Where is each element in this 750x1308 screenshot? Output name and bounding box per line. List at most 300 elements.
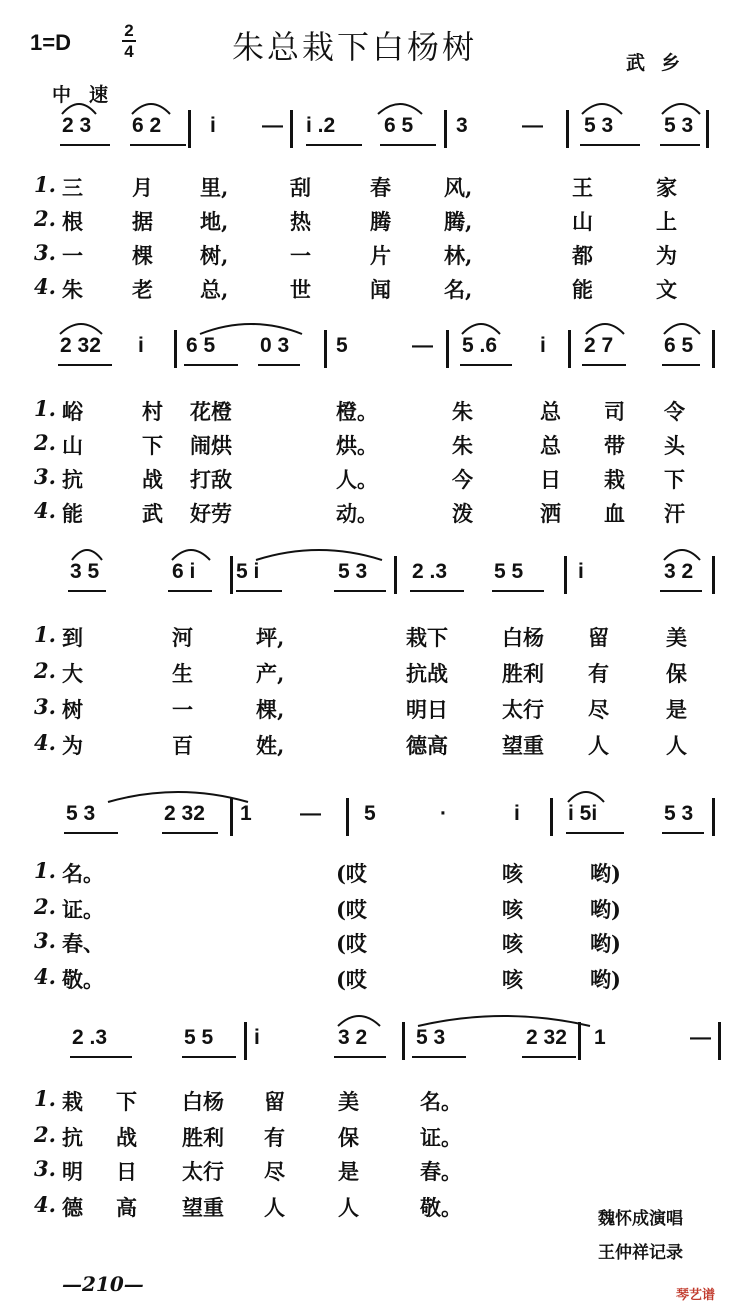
barline — [394, 556, 397, 594]
lyric-syllable: 生 — [172, 661, 193, 686]
lyric-syllable: 名。 — [420, 1089, 462, 1114]
lyric-syllable: 一 — [172, 697, 193, 722]
note-group: i — [578, 560, 584, 583]
note-group: 0 3 — [260, 334, 290, 357]
lyric-syllable: (哎 — [336, 897, 367, 922]
lyric-syllable: 尽 — [588, 697, 609, 722]
lyric-syllable: 敬。 — [62, 967, 104, 992]
lyric-syllable: 地, — [200, 209, 229, 234]
notation-row-4 — [0, 798, 750, 832]
slur-2 — [418, 1016, 590, 1026]
lyric-syllable: (哎 — [336, 861, 367, 886]
lyric-syllable: (哎 — [336, 967, 367, 992]
verse-number: 3. — [34, 1156, 56, 1181]
lyric-syllable: 老 — [132, 277, 153, 302]
barline — [578, 1022, 581, 1060]
note-group: i — [514, 802, 520, 825]
note-group: 5 3 — [664, 114, 694, 137]
lyric-syllable: 一 — [290, 243, 311, 268]
barline — [446, 330, 449, 368]
lyric-syllable: 战 — [116, 1125, 137, 1150]
recorder-credit: 王仲祥记录 — [598, 1243, 683, 1263]
notation-row-5 — [0, 1022, 750, 1056]
lyric-syllable: 白杨 — [502, 625, 544, 650]
lyric-syllable: 人 — [264, 1195, 285, 1220]
lyric-syllable: 栽下 — [406, 625, 448, 650]
lyric-syllable: 胜利 — [182, 1125, 224, 1150]
lyric-line-1-1 — [0, 172, 750, 206]
barline — [324, 330, 327, 368]
beam-underline — [580, 144, 640, 146]
note-group: — — [412, 334, 433, 357]
lyric-syllable: 德 — [62, 1195, 83, 1220]
lyric-line-4-1 — [0, 858, 750, 892]
lyric-syllable: 朱 — [452, 433, 473, 458]
beam-underline — [184, 364, 238, 366]
barline — [290, 110, 293, 148]
lyric-syllable: 腾 — [370, 209, 391, 234]
beam-underline — [522, 1056, 576, 1058]
beam-underline — [660, 590, 702, 592]
lyric-syllable: 咳 — [502, 897, 523, 922]
beam-underline — [662, 832, 704, 834]
note-group: i .2 — [306, 114, 336, 137]
lyric-syllable: 哟) — [590, 967, 621, 992]
lyric-syllable: 里, — [200, 175, 229, 200]
lyric-syllable: 哟) — [590, 897, 621, 922]
lyric-syllable: 片 — [370, 243, 391, 268]
barline — [568, 330, 571, 368]
lyric-line-5-2 — [0, 1122, 750, 1156]
lyric-syllable: 据 — [132, 209, 153, 234]
lyric-syllable: 人 — [338, 1195, 359, 1220]
beam-underline — [334, 1056, 386, 1058]
lyric-syllable: 能 — [62, 501, 83, 526]
lyric-line-1-2 — [0, 206, 750, 240]
verse-number: 1. — [34, 622, 56, 647]
lyric-syllable: 头 — [664, 433, 685, 458]
lyric-syllable: 美 — [666, 625, 687, 650]
lyric-syllable: 春、 — [62, 931, 104, 956]
lyric-syllable: 棵 — [132, 243, 153, 268]
lyric-syllable: 明日 — [406, 697, 448, 722]
lyric-syllable: 风, — [444, 175, 473, 200]
note-group: 5 3 — [664, 802, 694, 825]
meter-bottom: 4 — [124, 42, 134, 61]
verse-number: 3. — [34, 928, 56, 953]
verse-number: 2. — [34, 658, 56, 683]
lyric-syllable: 洒 — [540, 501, 561, 526]
verse-number: 2. — [34, 206, 56, 231]
lyric-syllable: 山 — [572, 209, 593, 234]
lyric-syllable: 太行 — [182, 1159, 224, 1184]
lyric-line-5-1 — [0, 1086, 750, 1120]
lyric-syllable: 总 — [540, 399, 561, 424]
beam-underline — [64, 832, 118, 834]
slur-1 — [108, 792, 248, 802]
barline — [712, 330, 715, 368]
beam-underline — [566, 832, 624, 834]
lyric-syllable: 尽 — [264, 1159, 285, 1184]
note-group: i — [210, 114, 216, 137]
lyric-syllable: 树 — [62, 697, 83, 722]
note-group: 5 — [336, 334, 348, 357]
slur-2 — [132, 104, 170, 114]
lyric-line-4-2 — [0, 894, 750, 928]
verse-number: 3. — [34, 240, 56, 265]
note-group: 6 5 — [384, 114, 414, 137]
lyric-syllable: 刮 — [290, 175, 311, 200]
lyric-line-2-4 — [0, 498, 750, 532]
lyric-syllable: 春。 — [420, 1159, 462, 1184]
beam-underline — [168, 590, 212, 592]
lyric-line-3-3 — [0, 694, 750, 728]
lyric-syllable: 美 — [338, 1089, 359, 1114]
lyric-syllable: 朱 — [62, 277, 83, 302]
beam-underline — [162, 832, 218, 834]
lyric-syllable: 保 — [666, 661, 687, 686]
lyric-syllable: 泼 — [452, 501, 473, 526]
lyric-syllable: 下 — [664, 467, 685, 492]
note-group: 6 2 — [132, 114, 162, 137]
lyric-line-1-4 — [0, 274, 750, 308]
beam-underline — [306, 144, 362, 146]
slur-3 — [256, 550, 382, 560]
lyric-syllable: 根 — [62, 209, 83, 234]
lyric-syllable: 汗 — [664, 501, 685, 526]
lyric-syllable: 动。 — [336, 501, 378, 526]
barline — [712, 556, 715, 594]
lyric-syllable: 家 — [656, 175, 677, 200]
lyric-syllable: 能 — [572, 277, 593, 302]
note-group: 2 32 — [60, 334, 101, 357]
lyric-syllable: 峪 — [62, 399, 83, 424]
beam-underline — [334, 590, 386, 592]
note-group: i — [540, 334, 546, 357]
lyric-syllable: 武 — [142, 501, 163, 526]
note-group: i — [138, 334, 144, 357]
beam-underline — [258, 364, 300, 366]
beam-underline — [582, 364, 626, 366]
song-title: 朱总栽下白杨树 — [232, 28, 478, 66]
lyric-syllable: 栽 — [62, 1089, 83, 1114]
beam-underline — [410, 590, 464, 592]
lyric-syllable: 总, — [200, 277, 229, 302]
note-group: — — [690, 1026, 711, 1049]
watermark-logo: 琴艺谱 — [676, 1288, 716, 1303]
note-group: — — [262, 114, 283, 137]
lyric-syllable: 战 — [142, 467, 163, 492]
slur-layer — [0, 1004, 750, 1034]
page-number: —210— — [62, 1272, 144, 1296]
verse-number: 1. — [34, 1086, 56, 1111]
lyric-syllable: 有 — [264, 1125, 285, 1150]
lyric-syllable: 村 — [142, 399, 163, 424]
lyric-line-2-3 — [0, 464, 750, 498]
lyric-syllable: 树, — [200, 243, 229, 268]
lyric-syllable: 产, — [256, 661, 285, 686]
beam-underline — [412, 1056, 466, 1058]
barline — [564, 556, 567, 594]
lyric-syllable: 哟) — [590, 931, 621, 956]
lyric-syllable: 高 — [116, 1195, 137, 1220]
barline — [346, 798, 349, 836]
slur-5 — [664, 324, 700, 334]
barline — [550, 798, 553, 836]
note-group: 5 5 — [184, 1026, 214, 1049]
beam-underline — [460, 364, 512, 366]
barline — [188, 110, 191, 148]
lyric-syllable: 咳 — [502, 967, 523, 992]
notation-row-2 — [0, 330, 750, 364]
barline — [230, 798, 233, 836]
notation-row-1 — [0, 110, 750, 144]
note-group: — — [522, 114, 543, 137]
lyric-syllable: 望重 — [502, 733, 544, 758]
note-group: 6 5 — [186, 334, 216, 357]
lyric-line-4-4 — [0, 964, 750, 998]
lyric-syllable: 为 — [62, 733, 83, 758]
lyric-syllable: 是 — [666, 697, 687, 722]
slur-5 — [662, 104, 700, 114]
lyric-syllable: 人。 — [336, 467, 378, 492]
lyric-syllable: 证。 — [420, 1125, 462, 1150]
verse-number: 4. — [34, 498, 56, 523]
lyric-syllable: 世 — [290, 277, 311, 302]
time-signature — [122, 22, 136, 60]
lyric-syllable: 敬。 — [420, 1195, 462, 1220]
note-group: — — [300, 802, 321, 825]
slur-1 — [62, 104, 96, 114]
lyric-syllable: 三 — [62, 175, 83, 200]
lyric-syllable: 春 — [370, 175, 391, 200]
lyric-syllable: 王 — [572, 175, 593, 200]
note-group: 3 5 — [70, 560, 100, 583]
lyric-syllable: 留 — [588, 625, 609, 650]
lyric-syllable: 一 — [62, 243, 83, 268]
lyric-syllable: 下 — [142, 433, 163, 458]
note-group: 3 2 — [664, 560, 694, 583]
beam-underline — [492, 590, 544, 592]
lyric-line-4-3 — [0, 928, 750, 962]
lyric-syllable: 闹烘 — [190, 433, 232, 458]
lyric-syllable: 姓, — [256, 733, 285, 758]
note-group: 5 i — [236, 560, 260, 583]
lyric-syllable: 白杨 — [182, 1089, 224, 1114]
notation-row-3 — [0, 556, 750, 590]
note-group: i — [254, 1026, 260, 1049]
note-group: 1 — [594, 1026, 606, 1049]
lyric-syllable: 月 — [132, 175, 153, 200]
lyric-syllable: 血 — [604, 501, 625, 526]
lyric-line-1-3 — [0, 240, 750, 274]
lyric-syllable: 闻 — [370, 277, 391, 302]
note-group: 2 7 — [584, 334, 614, 357]
lyric-syllable: 令 — [664, 399, 685, 424]
lyric-syllable: 人 — [666, 733, 687, 758]
lyric-syllable: 上 — [656, 209, 677, 234]
meter-top: 2 — [124, 21, 134, 40]
note-group: 2 32 — [164, 802, 205, 825]
lyric-syllable: 证。 — [62, 897, 104, 922]
note-group: i 5i — [568, 802, 598, 825]
lyric-syllable: 人 — [588, 733, 609, 758]
tempo-marking: 中速 — [52, 84, 127, 106]
lyric-syllable: 花橙 — [190, 399, 232, 424]
verse-number: 2. — [34, 894, 56, 919]
lyric-syllable: 是 — [338, 1159, 359, 1184]
beam-underline — [660, 144, 700, 146]
lyric-syllable: 咳 — [502, 861, 523, 886]
note-group: 2 3 — [62, 114, 92, 137]
lyric-syllable: 保 — [338, 1125, 359, 1150]
singer-credit: 魏怀成演唱 — [598, 1209, 683, 1229]
slur-4 — [582, 104, 622, 114]
lyric-syllable: 明 — [62, 1159, 83, 1184]
note-group: 2 32 — [526, 1026, 567, 1049]
lyric-line-3-4 — [0, 730, 750, 764]
beam-underline — [70, 1056, 132, 1058]
verse-number: 4. — [34, 274, 56, 299]
beam-underline — [236, 590, 282, 592]
lyric-syllable: 日 — [540, 467, 561, 492]
verse-number: 3. — [34, 464, 56, 489]
note-group: 5 3 — [66, 802, 96, 825]
verse-number: 4. — [34, 1192, 56, 1217]
slur-1 — [72, 550, 102, 560]
note-group: 2 .3 — [72, 1026, 108, 1049]
lyric-syllable: 棵, — [256, 697, 285, 722]
lyric-syllable: 大 — [62, 661, 83, 686]
lyric-syllable: 留 — [264, 1089, 285, 1114]
barline — [402, 1022, 405, 1060]
beam-underline — [68, 590, 106, 592]
slur-layer — [0, 312, 750, 342]
note-group: 5 .6 — [462, 334, 498, 357]
lyric-syllable: 打敌 — [190, 467, 232, 492]
lyric-syllable: 哟) — [590, 861, 621, 886]
lyric-syllable: 抗 — [62, 1125, 83, 1150]
slur-3 — [378, 104, 422, 114]
lyric-syllable: 烘。 — [336, 433, 378, 458]
note-group: 6 i — [172, 560, 196, 583]
note-group: 5 3 — [416, 1026, 446, 1049]
note-group: 5 5 — [494, 560, 524, 583]
verse-number: 1. — [34, 172, 56, 197]
verse-number: 3. — [34, 694, 56, 719]
verse-number: 2. — [34, 1122, 56, 1147]
lyric-syllable: 下 — [116, 1089, 137, 1114]
verse-number: 4. — [34, 730, 56, 755]
slur-4 — [664, 550, 700, 560]
barline — [174, 330, 177, 368]
lyric-syllable: 日 — [116, 1159, 137, 1184]
lyric-syllable: 林, — [444, 243, 473, 268]
beam-underline — [60, 144, 110, 146]
beam-underline — [130, 144, 186, 146]
lyric-line-5-3 — [0, 1156, 750, 1190]
lyric-line-2-1 — [0, 396, 750, 430]
verse-number: 1. — [34, 858, 56, 883]
note-group: 1 — [240, 802, 252, 825]
barline — [230, 556, 233, 594]
lyric-syllable: 今 — [452, 467, 473, 492]
slur-2 — [568, 792, 604, 802]
lyric-syllable: 为 — [656, 243, 677, 268]
lyric-syllable: (哎 — [336, 931, 367, 956]
lyric-syllable: 名。 — [62, 861, 104, 886]
barline — [566, 110, 569, 148]
song-origin: 武乡 — [626, 52, 697, 74]
slur-layer — [0, 538, 750, 568]
slur-2 — [200, 324, 302, 334]
note-group: 5 3 — [338, 560, 368, 583]
barline — [706, 110, 709, 148]
note-group: 5 3 — [584, 114, 614, 137]
note-group: 6 5 — [664, 334, 694, 357]
lyric-syllable: 抗战 — [406, 661, 448, 686]
lyric-syllable: 总 — [540, 433, 561, 458]
barline — [712, 798, 715, 836]
lyric-line-3-1 — [0, 622, 750, 656]
lyric-line-2-2 — [0, 430, 750, 464]
lyric-line-3-2 — [0, 658, 750, 692]
beam-underline — [380, 144, 436, 146]
lyric-syllable: 司 — [604, 399, 625, 424]
note-group: 2 .3 — [412, 560, 448, 583]
lyric-syllable: 咳 — [502, 931, 523, 956]
lyric-syllable: 带 — [604, 433, 625, 458]
lyric-syllable: 胜利 — [502, 661, 544, 686]
verse-number: 2. — [34, 430, 56, 455]
lyric-syllable: 腾, — [444, 209, 473, 234]
lyric-syllable: 都 — [572, 243, 593, 268]
note-group: 5 — [364, 802, 376, 825]
lyric-syllable: 山 — [62, 433, 83, 458]
beam-underline — [182, 1056, 236, 1058]
lyric-syllable: 朱 — [452, 399, 473, 424]
lyric-syllable: 望重 — [182, 1195, 224, 1220]
lyric-syllable: 百 — [172, 733, 193, 758]
barline — [244, 1022, 247, 1060]
verse-number: 1. — [34, 396, 56, 421]
lyric-syllable: 河 — [172, 625, 193, 650]
slur-1 — [338, 1016, 380, 1026]
lyric-syllable: 橙。 — [336, 399, 378, 424]
beam-underline — [58, 364, 112, 366]
barline — [444, 110, 447, 148]
verse-number: 4. — [34, 964, 56, 989]
lyric-syllable: 名, — [444, 277, 473, 302]
key-signature: 1=D — [30, 30, 71, 55]
note-group: 3 2 — [338, 1026, 368, 1049]
lyric-syllable: 太行 — [502, 697, 544, 722]
lyric-syllable: 栽 — [604, 467, 625, 492]
slur-4 — [586, 324, 624, 334]
lyric-syllable: 有 — [588, 661, 609, 686]
lyric-syllable: 德高 — [406, 733, 448, 758]
slur-layer — [0, 92, 750, 122]
slur-2 — [172, 550, 210, 560]
lyric-syllable: 好劳 — [190, 501, 232, 526]
lyric-syllable: 到 — [62, 625, 83, 650]
lyric-syllable: 抗 — [62, 467, 83, 492]
note-group: 3 — [456, 114, 468, 137]
slur-3 — [462, 324, 500, 334]
barline — [718, 1022, 721, 1060]
lyric-syllable: 坪, — [256, 625, 285, 650]
note-group: · — [440, 802, 447, 825]
